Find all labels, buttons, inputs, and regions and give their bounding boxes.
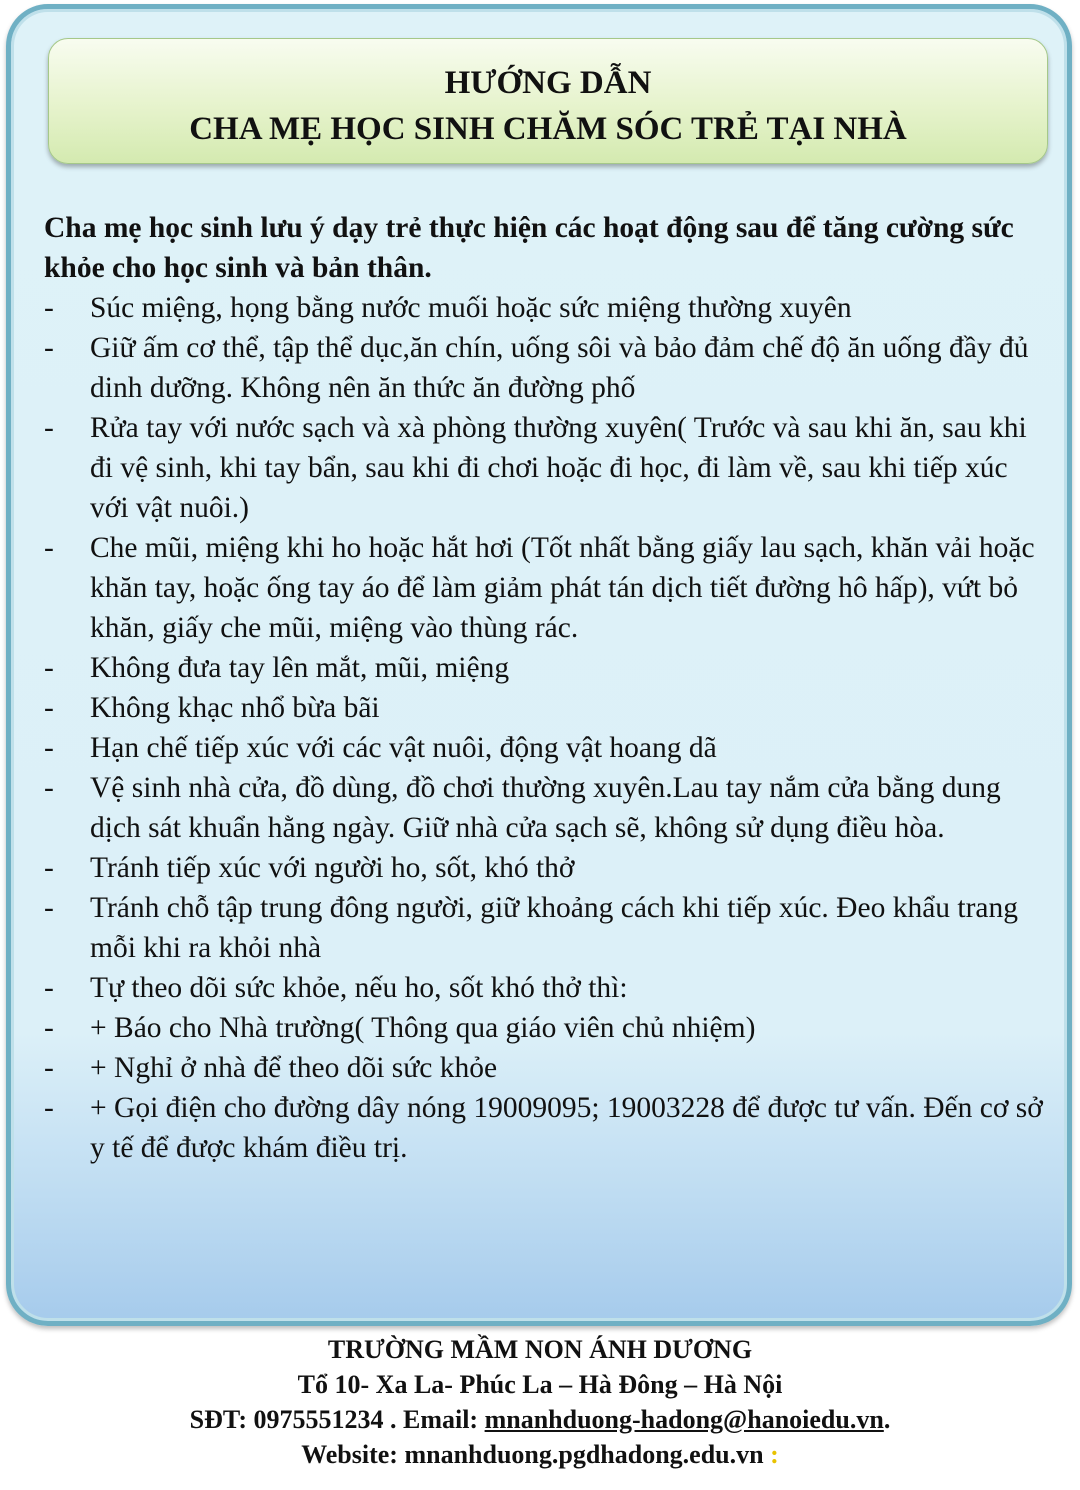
intro-paragraph: Cha mẹ học sinh lưu ý dạy trẻ thực hiện các hoạt động sau để tăng cường sức khỏe cho học sinh và bản thân. — [44, 212, 1014, 284]
bullet-dash: - — [44, 412, 54, 444]
email-link[interactable]: mnanhduong-hadong@hanoiedu.vn — [484, 1405, 884, 1434]
list-item — [44, 288, 1044, 328]
list-item-text: Tự theo dõi sức khỏe, nếu ho, sốt khó thở thì: — [90, 972, 628, 1004]
list-item-text: Vệ sinh nhà cửa, đồ dùng, đồ chơi thường xuyên.Lau tay nắm cửa bằng dung dịch sát khuẩn hằng ngày. Giữ nhà cửa sạch sẽ, không sử dụng điều hòa. — [90, 772, 1001, 844]
list-item — [44, 688, 1044, 728]
list-item — [44, 328, 1044, 408]
bullet-dash: - — [44, 772, 54, 804]
bullet-dash: - — [44, 532, 54, 564]
website-end: : — [763, 1440, 779, 1469]
bullet-dash: - — [44, 692, 54, 724]
list-item — [44, 1088, 1044, 1168]
list-item — [44, 848, 1044, 888]
list-item — [44, 1008, 1044, 1048]
list-item-text: + Báo cho Nhà trường( Thông qua giáo viên chủ nhiệm) — [90, 1012, 756, 1044]
bullet-dash: - — [44, 292, 54, 324]
bullet-dash: - — [44, 892, 54, 924]
website-link[interactable]: Website: mnanhduong.pgdhadong.edu.vn — [301, 1440, 764, 1469]
list-item-text: + Gọi điện cho đường dây nóng 19009095; 19003228 để được tư vấn. Đến cơ sở y tế để được khám điều trị. — [90, 1092, 1043, 1164]
list-item — [44, 968, 1044, 1008]
title-banner — [48, 38, 1048, 164]
list-item — [44, 648, 1044, 688]
contact-line — [0, 1402, 1080, 1437]
list-item-text: Giữ ấm cơ thể, tập thể dục,ăn chín, uống sôi và bảo đảm chế độ ăn uống đầy đủ dinh dưỡng. Không nên ăn thức ăn đường phố — [90, 332, 1029, 404]
list-item — [44, 728, 1044, 768]
list-item-text: Tránh tiếp xúc với người ho, sốt, khó thở — [90, 852, 575, 884]
email-end: . — [883, 1405, 891, 1434]
bullet-dash: - — [44, 972, 54, 1004]
list-item-text: + Nghỉ ở nhà để theo dõi sức khỏe — [90, 1052, 498, 1084]
list-item-text: Hạn chế tiếp xúc với các vật nuôi, động vật hoang dã — [90, 732, 717, 764]
bullet-dash: - — [44, 852, 54, 884]
guideline-list — [44, 288, 1044, 1168]
list-item-text: Không đưa tay lên mắt, mũi, miệng — [90, 652, 510, 684]
website-line — [0, 1437, 1080, 1472]
bullet-dash: - — [44, 1012, 54, 1044]
list-item — [44, 888, 1044, 968]
school-name: TRƯỜNG MẦM NON ÁNH DƯƠNG — [327, 1335, 753, 1364]
footer — [0, 1332, 1080, 1472]
list-item-text: Không khạc nhổ bừa bãi — [90, 692, 380, 724]
school-address: Tổ 10- Xa La- Phúc La – Hà Đông – Hà Nội — [297, 1370, 783, 1399]
bullet-dash: - — [44, 652, 54, 684]
list-item-text: Rửa tay với nước sạch và xà phòng thường xuyên( Trước và sau khi ăn, sau khi đi vệ sinh, khi tay bẩn, sau khi đi chơi hoặc đi học, đi làm về, sau khi tiếp xúc với vật nuôi.) — [90, 412, 1027, 524]
bullet-dash: - — [44, 332, 54, 364]
title-line-1: HƯỚNG DẪN — [444, 65, 652, 101]
title-line-2: CHA MẸ HỌC SINH CHĂM SÓC TRẺ TẠI NHÀ — [189, 111, 907, 147]
list-item-text: Súc miệng, họng bằng nước muối hoặc sức miệng thường xuyên — [90, 292, 852, 324]
list-item — [44, 1048, 1044, 1088]
bullet-dash: - — [44, 1052, 54, 1084]
bullet-dash: - — [44, 1092, 54, 1124]
list-item — [44, 528, 1044, 648]
phone-label: SĐT: 0975551234 . Email: — [189, 1405, 485, 1434]
bullet-dash: - — [44, 732, 54, 764]
list-item — [44, 408, 1044, 528]
list-item-text: Che mũi, miệng khi ho hoặc hắt hơi (Tốt nhất bằng giấy lau sạch, khăn vải hoặc khăn tay, hoặc ống tay áo để làm giảm phát tán dịch tiết đường hô hấp), vứt bỏ khăn, giấy che mũi, miệng vào thùng rác. — [90, 532, 1035, 644]
list-item-text: Tránh chỗ tập trung đông người, giữ khoảng cách khi tiếp xúc. Đeo khẩu trang mỗi khi ra khỏi nhà — [90, 892, 1019, 964]
list-item — [44, 768, 1044, 848]
